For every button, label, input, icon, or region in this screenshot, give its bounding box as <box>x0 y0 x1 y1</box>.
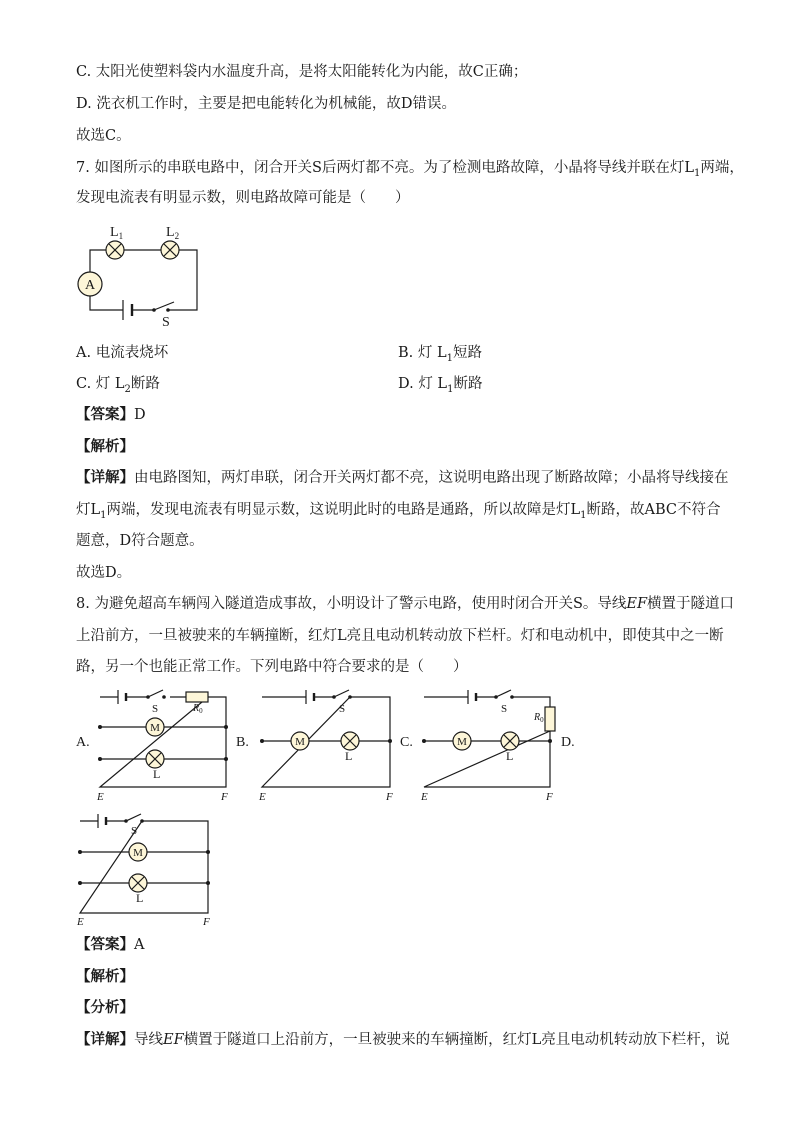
b-lamp-label: L <box>345 749 353 763</box>
b-motor-label: M <box>295 736 305 748</box>
q7-analysis-heading: 【解析】 <box>76 438 134 455</box>
circuit-d <box>78 814 210 913</box>
c-lamp-label: L <box>506 749 514 763</box>
q7-option-b: B. 灯 $L_1$短路 <box>398 345 482 364</box>
q7-option-d: D. 灯 $L_1$断路 <box>398 376 483 395</box>
a-motor-label: M <box>150 722 160 734</box>
option-d-explanation: D. 洗衣机工作时，主要是把电能转化为机械能，故D错误。 <box>76 96 456 112</box>
circuit-label-d: D. <box>561 735 575 750</box>
q8-fenxi-heading: 【分析】 <box>76 999 134 1016</box>
b-e-label: E <box>259 791 266 803</box>
circuit-label-c: C. <box>400 735 413 750</box>
circuit-c <box>422 690 555 787</box>
option-c-explanation: C. 太阳光使塑料袋内水温度升高，是将太阳能转化为内能，故C正确； <box>76 64 528 80</box>
a-lamp-label: L <box>153 767 161 781</box>
circuit-b <box>260 690 392 787</box>
c-switch-label: S <box>501 703 508 715</box>
question-8-stem-line1: 8. 为避免超高车辆闯入隧道造成事故，小明设计了警示电路，使用时闭合开关S。导线EF横置于隧道口 <box>76 596 735 612</box>
question-7-stem-line2: 发现电流表有明显示数，则电路故障可能是（ ） <box>76 190 410 206</box>
q7-answer: 【答案】D <box>76 406 146 423</box>
d-switch-label: S <box>131 825 138 837</box>
c-motor-label: M <box>457 736 467 748</box>
d-lamp-label: L <box>136 891 144 905</box>
circuit-label-b: B. <box>236 735 249 750</box>
switch-s-label: S <box>162 315 170 330</box>
q7-select-d: 故选D。 <box>76 565 132 581</box>
b-f-label: F <box>386 791 393 803</box>
q7-detail-line1: 【详解】由电路图知，两灯串联，闭合开关两灯都不亮，这说明电路出现了断路故障；小晶将导线接在 <box>76 469 729 486</box>
c-e-label: E <box>421 791 428 803</box>
a-switch-label: S <box>152 703 159 715</box>
q8-answer: 【答案】A <box>76 936 145 953</box>
a-f-label: F <box>221 791 228 803</box>
circuit-label-a: A. <box>76 735 90 750</box>
question-8-stem-line3: 路，另一个也能正常工作。下列电路中符合要求的是（ ） <box>76 659 468 675</box>
a-r0-label: $R_0$ <box>193 703 203 715</box>
ammeter-label: A <box>84 278 96 293</box>
q7-detail-line2: 灯$L_1$两端，发现电流表有明显示数，这说明此时的电路是通路，所以故障是灯$L_1$断路，故ABC不符合 <box>76 502 721 521</box>
d-e-label: E <box>77 916 84 928</box>
d-f-label: F <box>203 916 210 928</box>
a-e-label: E <box>97 791 104 803</box>
answer-select-c: 故选C。 <box>76 128 131 144</box>
question-7-stem-line1: 7. 如图所示的串联电路中，闭合开关S后两灯都不亮。为了检测电路故障，小晶将导线并联在灯$L_1$两端， <box>76 160 744 179</box>
question-8-stem-line2: 上沿前方，一旦被驶来的车辆撞断，红灯L亮且电动机转动放下栏杆。灯和电动机中，即使其中之一断 <box>76 628 724 644</box>
q7-option-a: A. 电流表烧坏 <box>76 345 169 361</box>
q8-analysis-heading: 【解析】 <box>76 968 134 985</box>
c-f-label: F <box>546 791 553 803</box>
b-switch-label: S <box>339 703 346 715</box>
d-motor-label: M <box>133 847 143 859</box>
circuit-a <box>98 690 228 787</box>
c-r0-label: $R_0$ <box>534 712 544 724</box>
lamp-l1-label: $L_1$ <box>110 225 124 241</box>
lamp-l2-label: $L_2$ <box>166 225 180 241</box>
q8-detail-line1: 【详解】导线EF横置于隧道口上沿前方，一旦被驶来的车辆撞断，红灯L亮且电动机转动放下栏杆，说 <box>76 1031 730 1048</box>
q7-detail-line3: 题意，D符合题意。 <box>76 533 204 549</box>
q7-option-c: C. 灯 $L_2$断路 <box>76 376 160 395</box>
